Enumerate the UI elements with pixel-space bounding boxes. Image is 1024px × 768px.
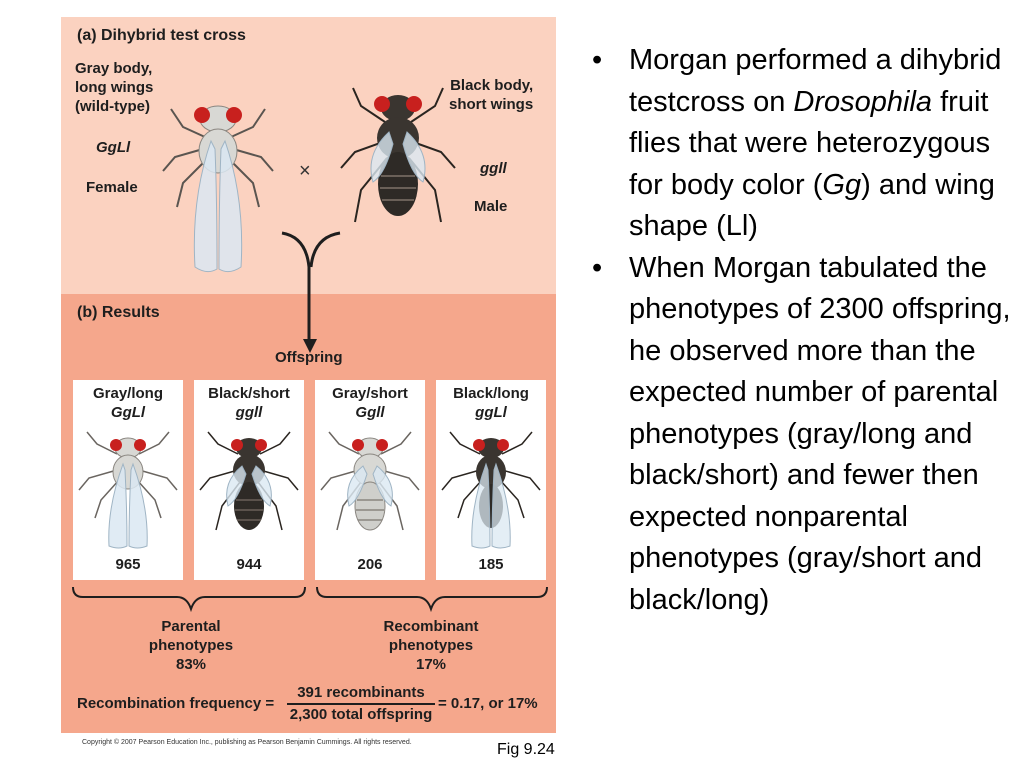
offspring-card bbox=[315, 380, 425, 580]
male-sex: Male bbox=[474, 198, 508, 215]
offspring-phenotype: Black/long bbox=[453, 385, 529, 402]
parental-line1: Parental bbox=[161, 618, 221, 635]
fraction-denominator: 2,300 total offspring bbox=[289, 706, 433, 723]
bullet-item: • When Morgan tabulated the phenotypes of 2300 offspring, he observed more than the expected number of parental phenotypes (gray/long and black/short) and fewer then expected nonparental phenotypes (gray/short and black/long) bbox=[584, 248, 1020, 622]
offspring-genotype: GgLl bbox=[110, 404, 146, 421]
offspring-genotype: ggLl bbox=[475, 404, 507, 421]
offspring-count: 206 bbox=[357, 556, 383, 573]
dihybrid-figure bbox=[61, 17, 556, 733]
recombination-result: = 0.17, or 17% bbox=[438, 695, 538, 712]
offspring-label: Offspring bbox=[275, 349, 343, 366]
recombinant-phenotypes-label bbox=[361, 617, 501, 674]
offspring-card bbox=[436, 380, 546, 580]
parental-percent: 83% bbox=[175, 656, 207, 673]
bullet-text: ) and wing shape (Ll) bbox=[629, 168, 995, 242]
offspring-card bbox=[194, 380, 304, 580]
female-phenotype-line: long wings bbox=[75, 79, 154, 96]
gene-symbol: Gg bbox=[822, 168, 862, 201]
cross-symbol: × bbox=[299, 160, 311, 182]
black-short-fly-icon bbox=[194, 420, 304, 550]
parental-line2: phenotypes bbox=[148, 637, 234, 654]
male-fly-illustration bbox=[333, 72, 463, 242]
offspring-count: 965 bbox=[115, 556, 141, 573]
offspring-phenotype: Gray/long bbox=[92, 385, 163, 402]
female-genotype: GgLl bbox=[96, 139, 131, 156]
offspring-count: 185 bbox=[478, 556, 504, 573]
bullet-item bbox=[584, 40, 1020, 248]
parental-phenotypes-label bbox=[121, 617, 261, 674]
recombination-fraction bbox=[287, 684, 435, 724]
bullet-text: fruit flies that were heterozygous for body color ( bbox=[629, 85, 991, 201]
offspring-genotype: Ggll bbox=[355, 404, 385, 421]
female-phenotype-line: Gray body, bbox=[75, 60, 153, 77]
offspring-genotype: ggll bbox=[235, 404, 263, 421]
black-long-fly-icon bbox=[436, 420, 546, 550]
female-phenotype bbox=[75, 59, 153, 116]
female-sex: Female bbox=[86, 179, 138, 196]
recombinant-percent: 17% bbox=[415, 656, 447, 673]
female-fly-illustration bbox=[153, 79, 283, 279]
offspring-phenotype: Gray/short bbox=[332, 385, 408, 402]
recombinant-line2: phenotypes bbox=[388, 637, 474, 654]
fraction-bar bbox=[287, 703, 435, 705]
gray-long-fly-icon bbox=[73, 420, 183, 550]
gray-short-fly-icon bbox=[315, 420, 425, 550]
panel-a-heading: (a) Dihybrid test cross bbox=[77, 27, 246, 44]
offspring-card bbox=[73, 380, 183, 580]
cross-arrow bbox=[276, 227, 346, 357]
copyright-notice: Copyright © 2007 Pearson Education Inc., publishing as Pearson Benjamin Cummings. All rights reserved. bbox=[82, 739, 412, 746]
male-phenotype-line: Black body, bbox=[450, 77, 534, 94]
recombination-frequency-label: Recombination frequency = bbox=[77, 695, 275, 712]
species-name: Drosophila bbox=[793, 85, 933, 118]
female-phenotype-line: (wild-type) bbox=[75, 98, 150, 115]
offspring-count: 944 bbox=[236, 556, 262, 573]
bullet-list bbox=[584, 40, 1020, 621]
recombinant-line1: Recombinant bbox=[383, 618, 479, 635]
bullet-text: Morgan performed a dihybrid testcross on bbox=[629, 44, 1002, 118]
male-genotype: ggll bbox=[480, 160, 507, 177]
fraction-numerator: 391 recombinants bbox=[297, 684, 425, 701]
panel-b-heading: (b) Results bbox=[77, 304, 160, 321]
grouping-braces bbox=[69, 585, 553, 613]
figure-label: Fig 9.24 bbox=[497, 741, 555, 758]
offspring-phenotype: Black/short bbox=[208, 385, 290, 402]
male-phenotype-line: short wings bbox=[449, 96, 534, 113]
